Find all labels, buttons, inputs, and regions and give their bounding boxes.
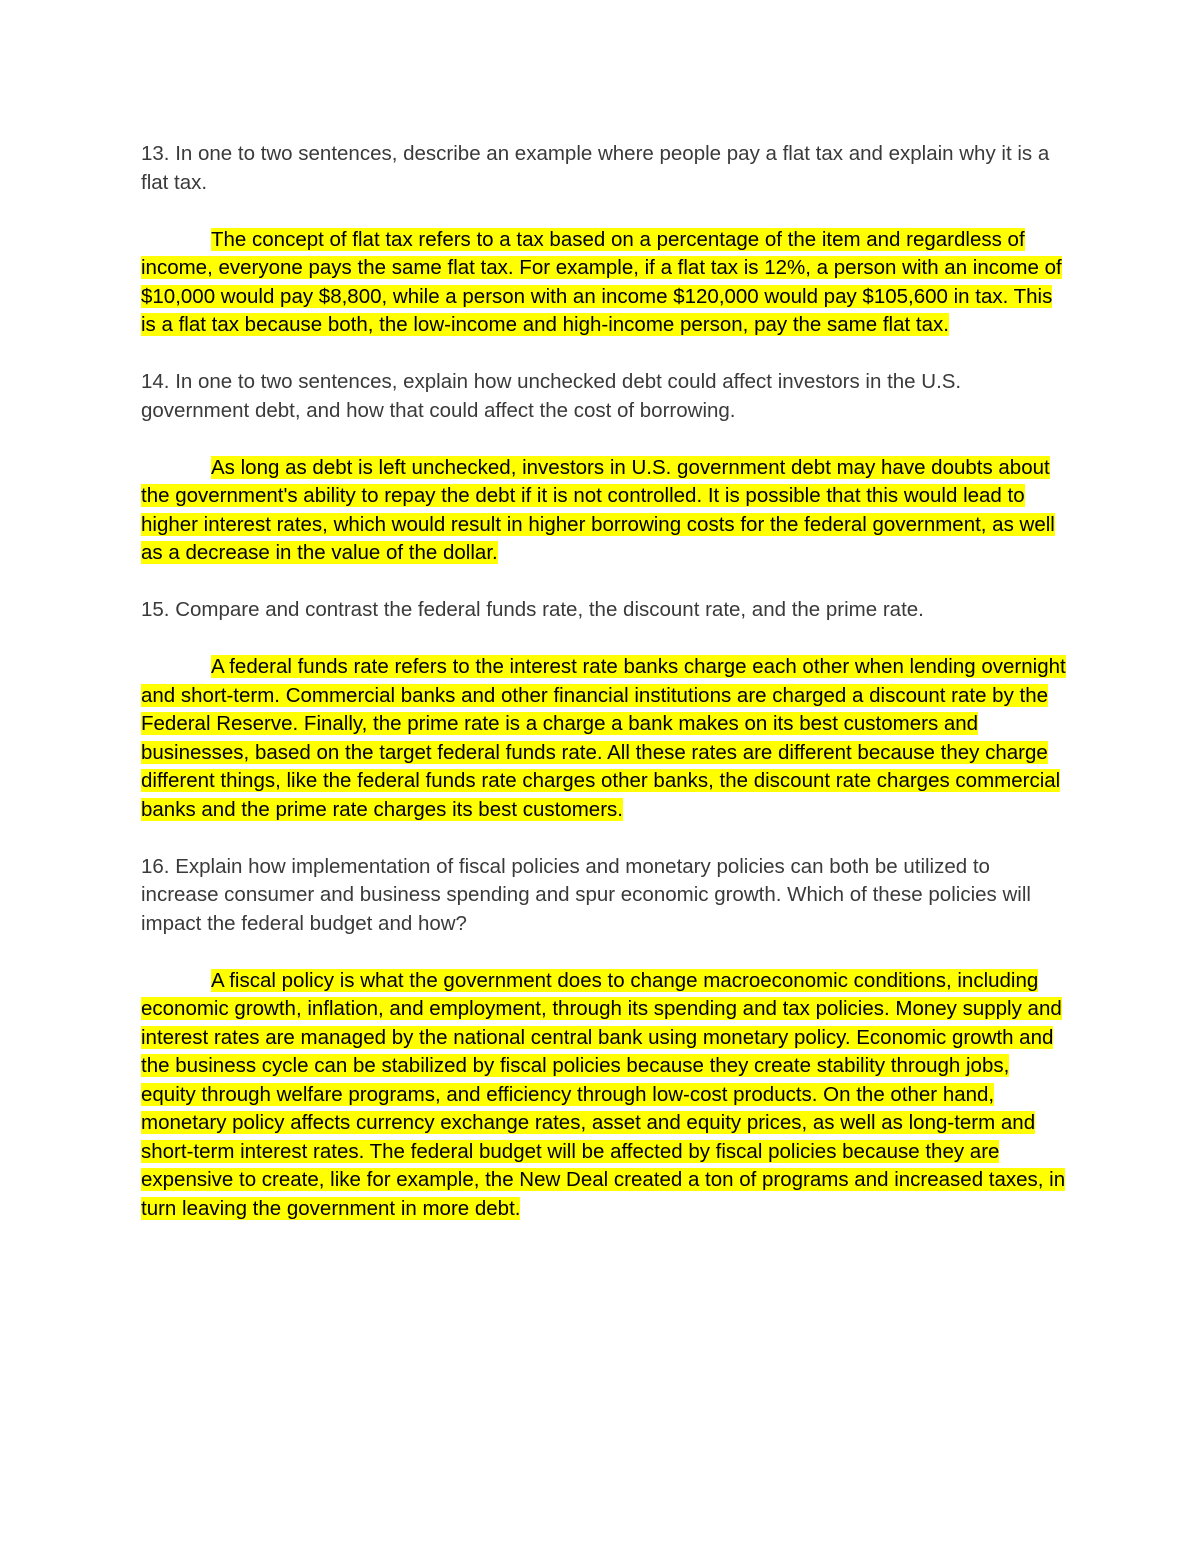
answer-13-highlighted-text: The concept of flat tax refers to a tax based on a percentage of the item and regardless of income, everyone pays the same flat tax. For example, if a flat tax is 12%, a person with an income of $10,000 would pay $8,800, while a person with an income $120,000 would pay $105,600 in tax. This is a flat tax because both, the low-income and high-income person, pay the same flat tax. (141, 227, 1062, 336)
answer-13 (141, 226, 1066, 340)
document-page (141, 140, 1066, 1252)
answer-16 (141, 967, 1066, 1224)
answer-15 (141, 653, 1066, 824)
question-15: 15. Compare and contrast the federal funds rate, the discount rate, and the prime rate. (141, 598, 924, 621)
answer-15-highlighted-text: A federal funds rate refers to the interest rate banks charge each other when lending overnight and short-term. Commercial banks and other financial institutions are charged a discount rate by the Federal Reserve. Finally, the prime rate is a charge a bank makes on its best customers and businesses, based on the target federal funds rate. All these rates are different because they charge different things, like the federal funds rate charges other banks, the discount rate charges commercial banks and the prime rate charges its best customers. (141, 655, 1066, 821)
question-14: 14. In one to two sentences, explain how unchecked debt could affect investors in the U.S. government debt, and how that could affect the cost of borrowing. (141, 370, 962, 422)
answer-14 (141, 454, 1066, 568)
answer-16-highlighted-text: A fiscal policy is what the government does to change macroeconomic conditions, including economic growth, inflation, and employment, through its spending and tax policies. Money supply and interest rates are managed by the national central bank using monetary policy. Economic growth and the business cycle can be stabilized by fiscal policies because they create stability through jobs, equity through welfare programs, and efficiency through low-cost products. On the other hand, monetary policy affects currency exchange rates, asset and equity prices, as well as long-term and short-term interest rates. The federal budget will be affected by fiscal policies because they are expensive to create, like for example, the New Deal created a ton of programs and increased taxes, in turn leaving the government in more debt. (141, 968, 1066, 1220)
question-16: 16. Explain how implementation of fiscal policies and monetary policies can both be utilized to increase consumer and business spending and spur economic growth. Which of these policies will impact the federal budget and how? (141, 854, 1031, 935)
answer-14-highlighted-text: As long as debt is left unchecked, investors in U.S. government debt may have doubts about the government's ability to repay the debt if it is not controlled. It is possible that this would lead to higher interest rates, which would result in higher borrowing costs for the federal government, as well as a decrease in the value of the dollar. (141, 455, 1055, 564)
question-13: 13. In one to two sentences, describe an example where people pay a flat tax and explain why it is a flat tax. (141, 142, 1050, 194)
